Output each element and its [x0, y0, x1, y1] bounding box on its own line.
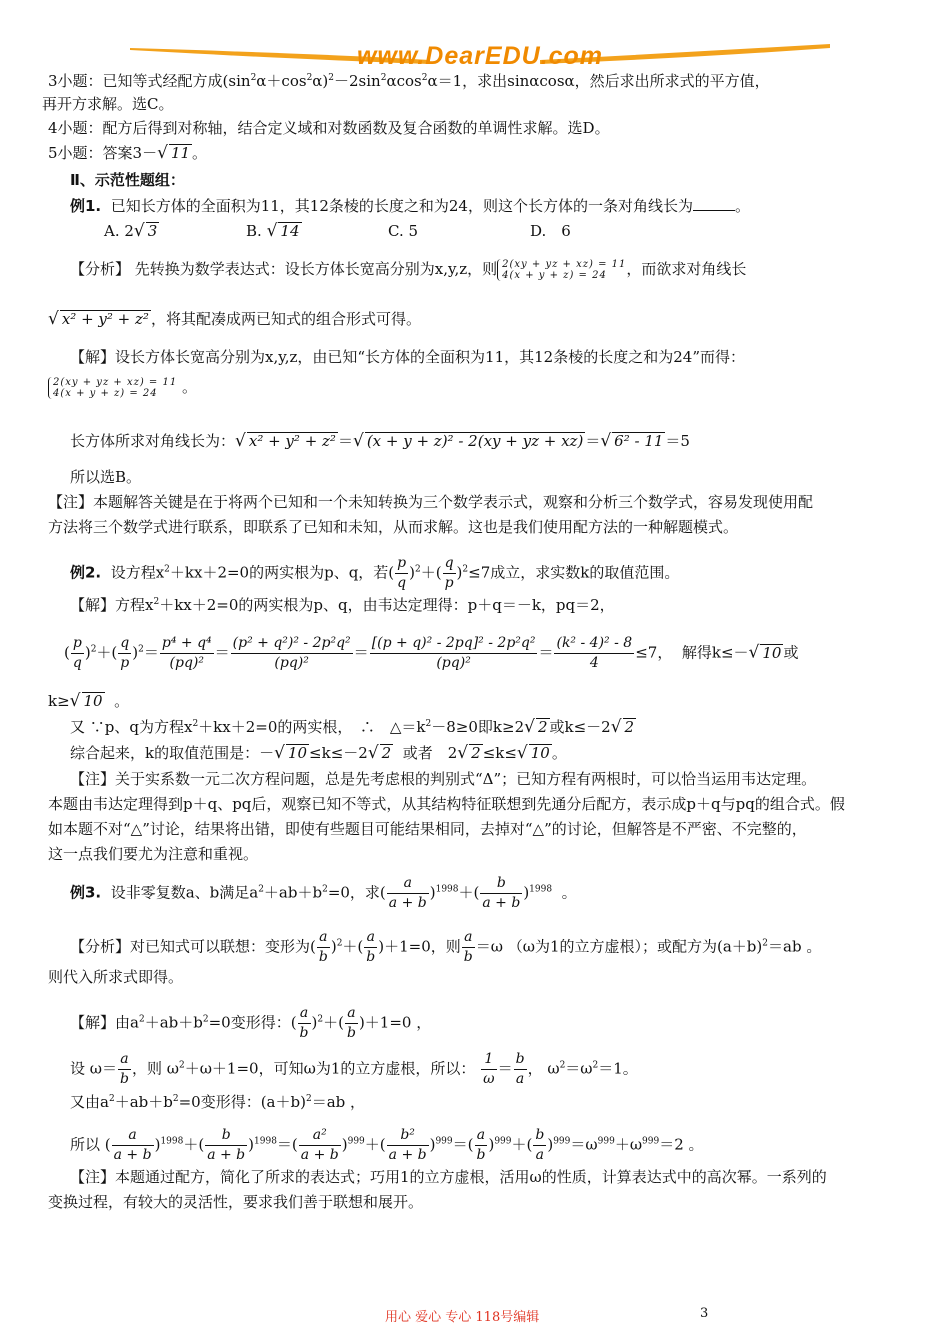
solution-1: 【解】设长方体长宽高分别为x,y,z，由已知“长方体的全面积为11，其12条棱的长度之和为24”而得：	[70, 348, 745, 366]
discriminant-line: 又 ∵p、q为方程$x^2+kx+2=0$的两实根， ∴ $\triangle=k^2-8\ge 0$即k≥2√ 2 或k≤－2√ 2	[70, 717, 635, 737]
page-number: 3	[700, 1306, 709, 1321]
solution-3a: 【解】由$a^2+ab+b^2=0$变形得：( $\frac{a}{b}$ )$^2$＋( $\frac{a}{b}$ )＋1=0 ，	[70, 1005, 432, 1041]
option-c: C. 5	[388, 222, 419, 240]
solution-2-equation: ( $\frac{p}{q}$ )$^2$＋( $\frac{q}{p}$ )$^2$＝ $\frac{\text{p⁴ + q⁴}}{\text{(pq)²}}$ ＝ $\frac{\text{(p² + q²)² - 2p²q²}}{\text{(pq)²}}$ ＝ $\frac{\text{[(p + q)² - 2pq]² - 2p²q²}}{\text{(pq)²}}$ ＝ $\frac{\text{(k² - 4)² - 8}}{4}$ ≤7， 解得k≤－√ 10 或	[64, 635, 799, 671]
solution-1-system: 2(xy + yz + xz) = 11 4(x + y + z) = 24 。	[48, 376, 197, 399]
answer-3-cont: 再开方求解。选C。	[42, 95, 174, 113]
site-brand[interactable]: www.DearEDU.com	[356, 42, 604, 70]
solution-3b: 设 ω＝ $\frac{a}{b}$ ，则 $\omega^2+\omega+1=0$，可知ω为1的立方虚根，所以： $\frac{1}{\omega}$ ＝ $\frac{b}{a}$ ， $\omega^2=\omega^2=1$。	[70, 1051, 638, 1087]
analysis-1: 【分析】 先转换为数学表达式：设长方体长宽高分别为x,y,z，则 2(xy + yz + xz) = 11 4(x + y + z) = 24 ，而欲求对角线长	[70, 259, 747, 281]
equation-system: 2(xy + yz + xz) = 11 4(x + y + z) = 24	[497, 259, 626, 281]
note-2b: 本题由韦达定理得到p＋q、pq后，观察已知不等式，从其结构特征联想到先通分后配方，表示成p＋q与pq的组合式。假	[48, 795, 845, 813]
answer-3-line: 3小题：已知等式经配方成$(\sin^2\alpha+\cos^2\alpha)^2-2\sin^2\alpha\cos^2\alpha=1$，求出sinαcosα，然后求出所求式的平方值，	[48, 72, 770, 90]
analysis-3-cont: 则代入所求式即得。	[48, 968, 184, 986]
note-2a: 【注】关于实系数一元二次方程问题，总是先考虑根的判别式“Δ”；已知方程有两根时，可以恰当运用韦达定理。	[70, 770, 817, 788]
note-3b: 变换过程，有较大的灵活性，要求我们善于联想和展开。	[48, 1193, 424, 1211]
solution-3d: 所以 ( $\frac{a}{a + b}$ )$^{1998}$＋( $\frac{b}{a + b}$ )$^{1998}$＝( $\frac{\text{a²}}{a + b}$ )$^{999}$＋( $\frac{\text{b²}}{a + b}$ )$^{999}$＝( $\frac{a}{b}$ )$^{999}$＋( $\frac{b}{a}$ )$^{999}=\omega^{999}+\omega^{999}=2$ 。	[70, 1127, 704, 1163]
note-1b: 方法将三个数学式进行联系，即联系了已知和未知，从而求解。这也是我们使用配方法的一种解题模式。	[48, 518, 739, 536]
analysis-1-cont: √ x² + y² + z² ，将其配凑成两已知式的组合形式可得。	[48, 309, 421, 329]
option-a: A. 2√ 3	[104, 221, 158, 241]
k-ge-line: k≥√ 10 。	[48, 691, 130, 711]
answer-blank	[693, 196, 735, 211]
range-line: 综合起来，k的取值范围是：－√ 10 ≤k≤－2√ 2 或者 2√ 2 ≤k≤√ 10 。	[70, 743, 567, 763]
choose-b: 所以选B。	[70, 468, 142, 486]
equation-system: 2(xy + yz + xz) = 11 4(x + y + z) = 24	[48, 377, 177, 399]
answer-5-line: 5小题：答案3－√ 11 。	[48, 143, 208, 163]
answer-4-line: 4小题：配方后得到对称轴，结合定义域和对数函数及复合函数的单调性求解。选D。	[48, 119, 610, 137]
note-3a: 【注】本题通过配方，简化了所求的表达式；巧用1的立方虚根，活用ω的性质，计算表达式中的高次幂。一系列的	[70, 1168, 827, 1186]
option-d: D. 6	[530, 222, 571, 240]
analysis-3: 【分析】对已知式可以联想：变形为( $\frac{a}{b}$ )$^2$＋( $\frac{a}{b}$ )＋1=0，则 $\frac{a}{b}$ ＝ω （ω为1的立方虚根）；或配方为$(a+b)^2=ab$ 。	[70, 929, 822, 965]
footer-text: 用心 爱心 专心 118号编辑	[385, 1310, 540, 1325]
example-2-question: 例2. 设方程$x^2+kx+2=0$的两实根为p、q，若( $\frac{p}{q}$ )$^2$＋( $\frac{q}{p}$ )$^2$≤7成立，求实数k的取值范围。	[70, 555, 680, 591]
diagonal-formula: 长方体所求对角线长为：√ x² + y² + z² ＝√ (x + y + z)² - 2(xy + yz + xz) ＝√ 6² - 11 ＝5	[70, 431, 690, 451]
solution-2a: 【解】方程$x^2+kx+2=0$的两实根为p、q，由韦达定理得：p＋q＝－k，pq＝2，	[70, 596, 615, 614]
section-heading: Ⅱ、示范性题组：	[70, 171, 185, 189]
example-3-question: 例3. 设非零复数a、b满足$a^2+ab+b^2=0$，求( $\frac{a}{a + b}$ )$^{1998}$＋( $\frac{b}{a + b}$ )$^{1998}$ 。	[70, 875, 577, 911]
note-1a: 【注】本题解答关键是在于将两个已知和一个未知转换为三个数学表示式，观察和分析三个数学式，容易发现使用配	[48, 493, 814, 511]
solution-3c: 又由$a^2+ab+b^2=0$变形得：$(a+b)^2=ab$ ，	[70, 1093, 366, 1111]
note-2c: 如本题不对“△”讨论，结果将出错，即使有些题目可能结果相同，去掉对“△”的讨论，但解答是不严密、不完整的，	[48, 820, 807, 838]
note-2d: 这一点我们要尤为注意和重视。	[48, 845, 259, 863]
option-b: B. √ 14	[246, 221, 300, 241]
example-1-question: 例1. 已知长方体的全面积为11，其12条棱的长度之和为24，则这个长方体的一条对角线长为 。	[70, 197, 750, 215]
